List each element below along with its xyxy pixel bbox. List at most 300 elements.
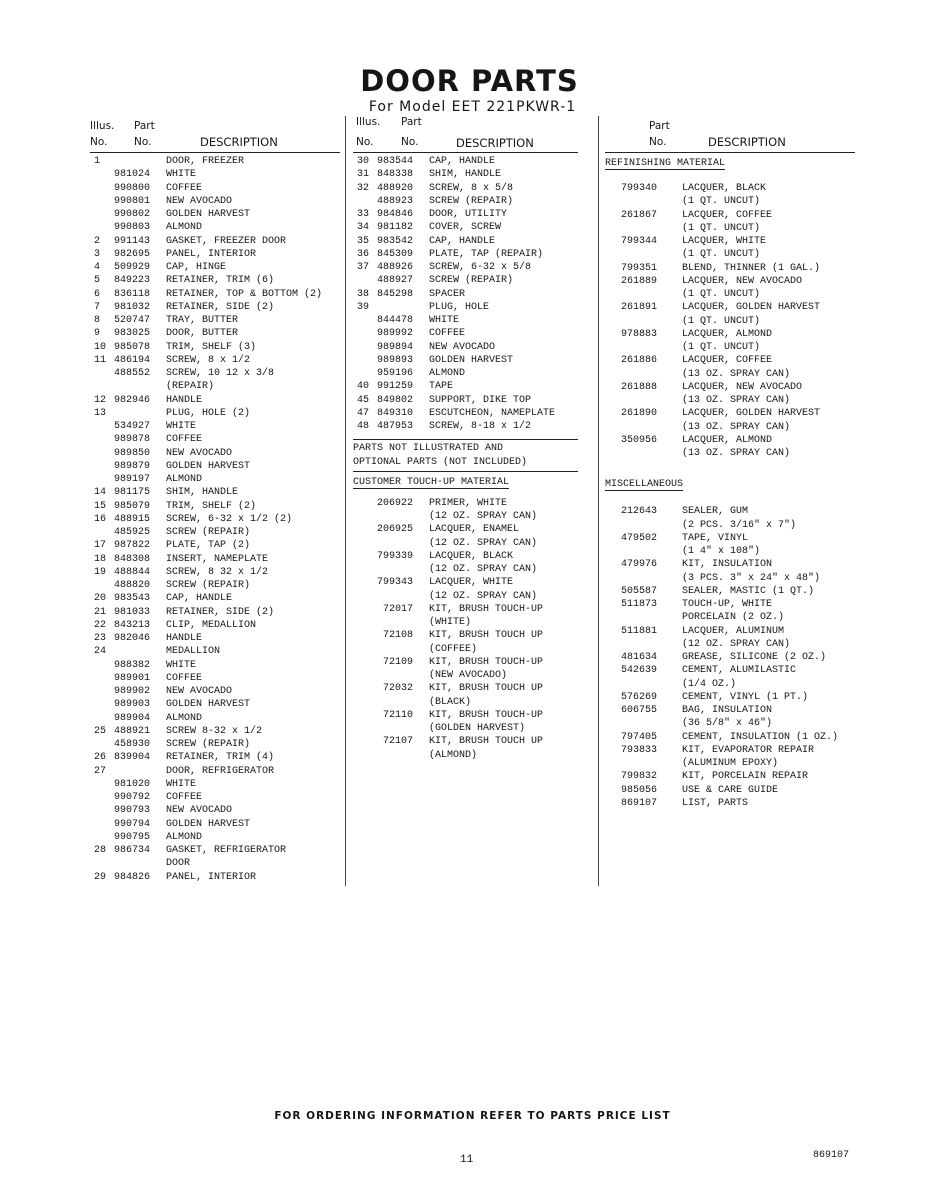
part-number: 261867 — [620, 209, 657, 221]
part-label: Part — [649, 120, 670, 132]
part-description: SCREW, 6-32 x 1/2 (2) — [166, 513, 293, 525]
part-number: 72109 — [382, 656, 413, 668]
part-description: TAPE — [429, 381, 454, 393]
part-row — [353, 235, 578, 248]
part-row — [90, 778, 340, 791]
illus-number: 34 — [357, 222, 370, 234]
part-row — [90, 221, 340, 234]
part-description: (1 QT. UNCUT) — [682, 315, 761, 327]
part-description: SEALER, MASTIC (1 QT.) — [682, 585, 815, 597]
part-description: LACQUER, BLACK — [429, 550, 514, 562]
part-row — [90, 804, 340, 817]
part-row — [605, 394, 855, 407]
part-description: KIT, EVAPORATOR REPAIR — [682, 744, 815, 756]
part-description: SCREW 8-32 x 1/2 — [166, 725, 263, 737]
part-row — [605, 704, 855, 717]
part-description: RETAINER, TRIM (6) — [166, 275, 275, 287]
part-description: (36 5/8" x 46") — [682, 718, 773, 730]
part-row — [90, 539, 340, 552]
part-description: SUPPORT, DIKE TOP — [429, 394, 532, 406]
part-description: WHITE — [166, 659, 197, 671]
column-header — [353, 116, 578, 152]
part-row — [90, 327, 340, 340]
part-number: 978883 — [620, 328, 657, 340]
illus-number: 45 — [357, 394, 370, 406]
part-row — [353, 208, 578, 221]
part-row — [605, 651, 855, 664]
part-row — [90, 844, 340, 857]
part-description: SEALER, GUM — [682, 506, 749, 518]
part-row — [90, 526, 340, 539]
part-description: CEMENT, ALUMILASTIC — [682, 665, 797, 677]
part-description: GREASE, SILICONE (2 OZ.) — [682, 652, 827, 663]
part-row — [605, 611, 855, 624]
part-description: (ALMOND) — [429, 749, 478, 761]
part-description: LACQUER, ALUMINUM — [682, 625, 785, 637]
part-number: 458930 — [113, 739, 150, 750]
part-row — [90, 606, 340, 619]
no-label: No. — [356, 136, 374, 148]
part-row — [90, 168, 340, 181]
part-row — [90, 235, 340, 248]
part-description: (GOLDEN HARVEST) — [429, 723, 526, 734]
part-description: (1 QT. UNCUT) — [682, 289, 761, 300]
part-number: 836118 — [113, 288, 150, 300]
part-row — [353, 523, 578, 536]
part-description: SHIM, HANDLE — [429, 169, 502, 181]
part-row — [353, 563, 578, 576]
part-row — [90, 566, 340, 579]
part-description: COVER, SCREW — [429, 222, 502, 234]
part-number: 72032 — [382, 683, 413, 695]
illus-number: 17 — [94, 540, 107, 552]
part-description: CLIP, MEDALLION — [166, 619, 257, 631]
part-description: TAPE, VINYL — [682, 532, 749, 544]
part-row — [605, 717, 855, 730]
part-description: PLATE, TAP (2) — [166, 540, 251, 552]
part-description: (BLACK) — [429, 696, 472, 708]
part-row — [353, 603, 578, 616]
illus-number: 1 — [94, 156, 101, 167]
part-number: 488920 — [376, 182, 413, 194]
part-number: 981032 — [113, 301, 150, 313]
part-description: GOLDEN HARVEST — [166, 209, 251, 220]
part-description: DOOR — [166, 858, 191, 870]
part-row — [90, 182, 340, 195]
part-row — [90, 195, 340, 208]
part-number: 983544 — [376, 156, 413, 167]
part-description: RETAINER, SIDE (2) — [166, 301, 275, 313]
part-number: 988382 — [113, 659, 150, 671]
part-row — [353, 195, 578, 208]
part-number: 481634 — [620, 652, 657, 663]
part-row — [605, 757, 855, 770]
part-number: 261891 — [620, 302, 657, 314]
part-row — [353, 155, 578, 168]
part-description: COFFEE — [429, 328, 466, 340]
part-number: 488923 — [376, 195, 413, 207]
part-row — [90, 765, 340, 778]
part-row — [90, 818, 340, 831]
note-line: OPTIONAL PARTS (NOT INCLUDED) — [353, 456, 528, 468]
part-number: 520747 — [113, 315, 150, 326]
illus-number: 2 — [94, 235, 101, 247]
header-rule — [353, 152, 578, 153]
part-description: PLATE, TAP (REPAIR) — [429, 248, 544, 260]
part-description: WHITE — [166, 778, 197, 790]
part-description: (13 OZ. SPRAY CAN) — [682, 368, 791, 380]
illus-number: 19 — [94, 566, 107, 578]
part-row — [90, 871, 340, 884]
part-description: GASKET, REFRIGERATOR — [166, 845, 287, 856]
part-description: KIT, BRUSH TOUCH UP — [429, 683, 544, 695]
part-description: GOLDEN HARVEST — [166, 818, 251, 830]
section-rule — [353, 439, 578, 440]
page-title: DOOR PARTS — [360, 64, 579, 98]
part-number: 985078 — [113, 341, 150, 353]
part-row — [353, 749, 578, 762]
part-row — [90, 380, 340, 393]
part-number: 488921 — [113, 725, 150, 737]
illus-number: 24 — [94, 646, 107, 658]
illus-number: 28 — [94, 845, 107, 856]
part-row — [605, 248, 855, 261]
part-number: 848308 — [113, 553, 150, 565]
part-description: NEW AVOCADO — [166, 447, 233, 459]
part-number: 488927 — [376, 275, 413, 287]
part-row — [605, 354, 855, 367]
part-number: 990792 — [113, 792, 150, 803]
part-row — [605, 572, 855, 585]
parts-column-1 — [90, 116, 340, 884]
part-description: SCREW, 8-18 x 1/2 — [429, 421, 532, 432]
part-description: PANEL, INTERIOR — [166, 871, 257, 883]
part-number: 981024 — [113, 169, 150, 181]
illus-number: 15 — [94, 500, 107, 512]
part-number: 849310 — [376, 407, 413, 419]
part-row — [90, 712, 340, 725]
illus-number: 10 — [94, 341, 107, 353]
part-description: (13 OZ. SPRAY CAN) — [682, 448, 791, 459]
part-row — [90, 791, 340, 804]
part-description: PANEL, INTERIOR — [166, 248, 257, 260]
optional-parts-note — [353, 442, 578, 469]
part-description: COFFEE — [166, 672, 203, 684]
illus-number: 35 — [357, 235, 370, 247]
part-number: 982046 — [113, 633, 150, 644]
part-description: COFFEE — [166, 792, 203, 803]
part-number: 479976 — [620, 559, 657, 571]
no-label: No. — [90, 136, 108, 148]
part-number: 985056 — [620, 784, 657, 796]
part-description: LACQUER, COFFEE — [682, 355, 773, 367]
part-number: 72107 — [382, 736, 413, 748]
part-number: 843213 — [113, 619, 150, 631]
part-description: SHIM, HANDLE — [166, 487, 239, 499]
part-row — [353, 629, 578, 642]
part-row — [605, 262, 855, 275]
part-number: 869107 — [620, 797, 657, 809]
part-number: 990803 — [113, 222, 150, 234]
part-description: (12 OZ. SPRAY CAN) — [429, 511, 538, 522]
part-number: 72108 — [382, 630, 413, 642]
part-row — [605, 731, 855, 744]
part-label: Part — [401, 116, 422, 128]
part-row — [353, 722, 578, 735]
part-description: (1 4" x 108") — [682, 546, 761, 557]
part-row — [90, 659, 340, 672]
part-row — [90, 248, 340, 261]
part-row — [605, 275, 855, 288]
part-row — [605, 545, 855, 558]
part-number: 793833 — [620, 744, 657, 756]
section-rule — [353, 471, 578, 472]
part-number: 959196 — [376, 368, 413, 379]
illus-number: 30 — [357, 156, 370, 167]
part-row — [90, 460, 340, 473]
part-number: 606755 — [620, 705, 657, 716]
part-number: 989903 — [113, 699, 150, 711]
part-number: 990800 — [113, 182, 150, 194]
no-label: No. — [401, 136, 419, 148]
column-header — [90, 116, 340, 152]
part-row — [90, 831, 340, 844]
part-number: 487953 — [376, 421, 413, 432]
part-description: SCREW (REPAIR) — [166, 580, 251, 591]
part-row — [353, 367, 578, 380]
part-description: KIT, BRUSH TOUCH-UP — [429, 709, 544, 721]
section-title: CUSTOMER TOUCH-UP MATERIAL — [353, 476, 510, 488]
part-row — [605, 784, 855, 797]
part-number: 984846 — [376, 209, 413, 220]
part-row — [90, 367, 340, 380]
part-number: 486194 — [113, 354, 150, 366]
part-number: 848338 — [376, 169, 413, 181]
part-row — [605, 691, 855, 704]
part-description: GOLDEN HARVEST — [429, 354, 514, 366]
part-row — [605, 447, 855, 460]
part-row — [90, 619, 340, 632]
part-description: KIT, PORCELAIN REPAIR — [682, 771, 809, 783]
part-description: CEMENT, INSULATION (1 OZ.) — [682, 731, 839, 743]
part-description: KIT, BRUSH TOUCH UP — [429, 736, 544, 748]
part-number: 799340 — [620, 183, 657, 194]
part-description: RETAINER, TOP & BOTTOM (2) — [166, 288, 323, 300]
note-line: PARTS NOT ILLUSTRATED AND — [353, 443, 504, 455]
part-number: 488552 — [113, 368, 150, 379]
part-number: 799343 — [376, 577, 413, 589]
part-description: PLUG, HOLE — [429, 301, 490, 313]
part-number: 576269 — [620, 691, 657, 703]
part-description: PRIMER, WHITE — [429, 497, 508, 509]
part-number: 261890 — [620, 408, 657, 420]
part-description: DOOR, UTILITY — [429, 209, 508, 220]
part-description: WHITE — [166, 421, 197, 432]
part-row — [353, 168, 578, 181]
illus-number: 4 — [94, 262, 101, 273]
part-description: LIST, PARTS — [682, 797, 749, 809]
part-row — [605, 638, 855, 651]
illus-number: 48 — [357, 421, 370, 432]
illus-number: 16 — [94, 513, 107, 525]
part-row — [353, 394, 578, 407]
model-subtitle: For Model EET 221PKWR-1 — [368, 99, 577, 115]
illus-number: 7 — [94, 301, 101, 313]
part-number: 989878 — [113, 434, 150, 446]
part-description: NEW AVOCADO — [429, 341, 496, 353]
part-row — [90, 261, 340, 274]
part-description: CAP, HANDLE — [166, 593, 233, 605]
part-row — [90, 288, 340, 301]
part-row — [353, 590, 578, 603]
part-number: 981020 — [113, 778, 150, 790]
part-row — [90, 433, 340, 446]
part-description: TOUCH-UP, WHITE — [682, 599, 773, 610]
illus-number: 39 — [357, 301, 370, 313]
part-number: 985079 — [113, 500, 150, 512]
part-description: (13 OZ. SPRAY CAN) — [682, 421, 791, 433]
part-row — [605, 421, 855, 434]
description-label: DESCRIPTION — [708, 135, 786, 149]
part-number: 989879 — [113, 460, 150, 472]
part-row — [605, 288, 855, 301]
part-row — [353, 341, 578, 354]
part-number: 509929 — [113, 262, 150, 273]
part-row — [605, 222, 855, 235]
part-number: 799832 — [620, 771, 657, 783]
illus-number: 9 — [94, 328, 101, 340]
part-number: 845298 — [376, 288, 413, 300]
part-number: 989197 — [113, 474, 150, 485]
part-number: 990793 — [113, 805, 150, 817]
part-row — [605, 625, 855, 638]
illus-number: 12 — [94, 394, 107, 406]
illus-number: 32 — [357, 182, 370, 194]
part-row — [605, 770, 855, 783]
part-row — [605, 341, 855, 354]
part-number: 505587 — [620, 585, 657, 597]
part-description: NEW AVOCADO — [166, 805, 233, 817]
part-number: 261888 — [620, 381, 657, 393]
part-row — [605, 368, 855, 381]
no-label: No. — [134, 136, 152, 148]
part-row — [90, 301, 340, 314]
part-number: 511873 — [620, 599, 657, 610]
part-row — [605, 209, 855, 222]
part-number: 799351 — [620, 262, 657, 274]
part-number: 987822 — [113, 540, 150, 552]
part-row — [353, 669, 578, 682]
part-description: SCREW (REPAIR) — [166, 739, 251, 750]
part-description: (1 QT. UNCUT) — [682, 342, 761, 353]
part-description: ALMOND — [166, 712, 203, 724]
illus-number: 11 — [94, 354, 107, 366]
part-description: SCREW (REPAIR) — [166, 527, 251, 538]
part-description: BAG, INSULATION — [682, 705, 773, 716]
illus-number: 6 — [94, 288, 101, 300]
part-row — [90, 274, 340, 287]
part-number: 206925 — [376, 524, 413, 536]
part-description: COFFEE — [166, 182, 203, 194]
part-description: LACQUER, COFFEE — [682, 209, 773, 221]
part-description: DOOR, BUTTER — [166, 328, 239, 340]
part-description: LACQUER, BLACK — [682, 183, 767, 194]
part-number: 986734 — [113, 845, 150, 856]
part-row — [90, 592, 340, 605]
part-number: 983025 — [113, 328, 150, 340]
part-description: ALMOND — [429, 368, 466, 379]
part-number: 534927 — [113, 421, 150, 432]
part-number: 799339 — [376, 550, 413, 562]
part-number: 989902 — [113, 686, 150, 697]
part-row — [90, 725, 340, 738]
part-number: 989894 — [376, 341, 413, 353]
part-description: (12 OZ. SPRAY CAN) — [682, 638, 791, 650]
illus-number: 13 — [94, 407, 107, 419]
part-number: 989901 — [113, 672, 150, 684]
part-number: 989904 — [113, 712, 150, 724]
part-row — [90, 500, 340, 513]
illus-number: 36 — [357, 248, 370, 260]
part-number: 206922 — [376, 497, 413, 509]
part-row — [353, 327, 578, 340]
parts-column-2 — [353, 116, 578, 762]
part-description: ALMOND — [166, 222, 203, 234]
part-row — [605, 505, 855, 518]
illus-number: 14 — [94, 487, 107, 499]
part-number: 990795 — [113, 831, 150, 843]
part-row — [90, 751, 340, 764]
part-row — [90, 579, 340, 592]
part-number: 485925 — [113, 527, 150, 538]
column-header — [605, 116, 855, 152]
part-description: ALMOND — [166, 831, 203, 843]
part-description: MEDALLION — [166, 646, 221, 658]
illus-number: 20 — [94, 593, 107, 605]
ordering-footer: FOR ORDERING INFORMATION REFER TO PARTS PRICE LIST — [274, 1110, 671, 1122]
part-description: (12 OZ. SPRAY CAN) — [429, 537, 538, 549]
part-description: LACQUER, WHITE — [682, 236, 767, 247]
illus-label: Illus. — [90, 120, 115, 132]
part-number: 511881 — [620, 625, 657, 637]
part-description: SCREW, 8 x 1/2 — [166, 354, 251, 366]
part-number: 982695 — [113, 248, 150, 260]
part-row — [353, 497, 578, 510]
part-number: 488820 — [113, 580, 150, 591]
illus-number: 22 — [94, 619, 107, 631]
part-description: LACQUER, ALMOND — [682, 328, 773, 340]
illus-number: 31 — [357, 169, 370, 181]
part-description: (3 PCS. 3" x 24" x 48") — [682, 572, 821, 584]
part-number: 488915 — [113, 513, 150, 525]
part-description: RETAINER, SIDE (2) — [166, 606, 275, 618]
part-description: RETAINER, TRIM (4) — [166, 752, 275, 764]
part-number: 479502 — [620, 532, 657, 544]
part-description: KIT, BRUSH TOUCH UP — [429, 630, 544, 642]
part-number: 984826 — [113, 871, 150, 883]
illus-number: 23 — [94, 633, 107, 644]
part-row — [353, 314, 578, 327]
part-number: 845309 — [376, 248, 413, 260]
part-number: 981175 — [113, 487, 150, 499]
part-row — [353, 182, 578, 195]
part-description: LACQUER, NEW AVOCADO — [682, 381, 803, 393]
illus-number: 33 — [357, 209, 370, 220]
part-number: 990801 — [113, 195, 150, 207]
part-description: DOOR, FREEZER — [166, 156, 245, 167]
part-row — [90, 208, 340, 221]
part-description: (1 QT. UNCUT) — [682, 196, 761, 208]
